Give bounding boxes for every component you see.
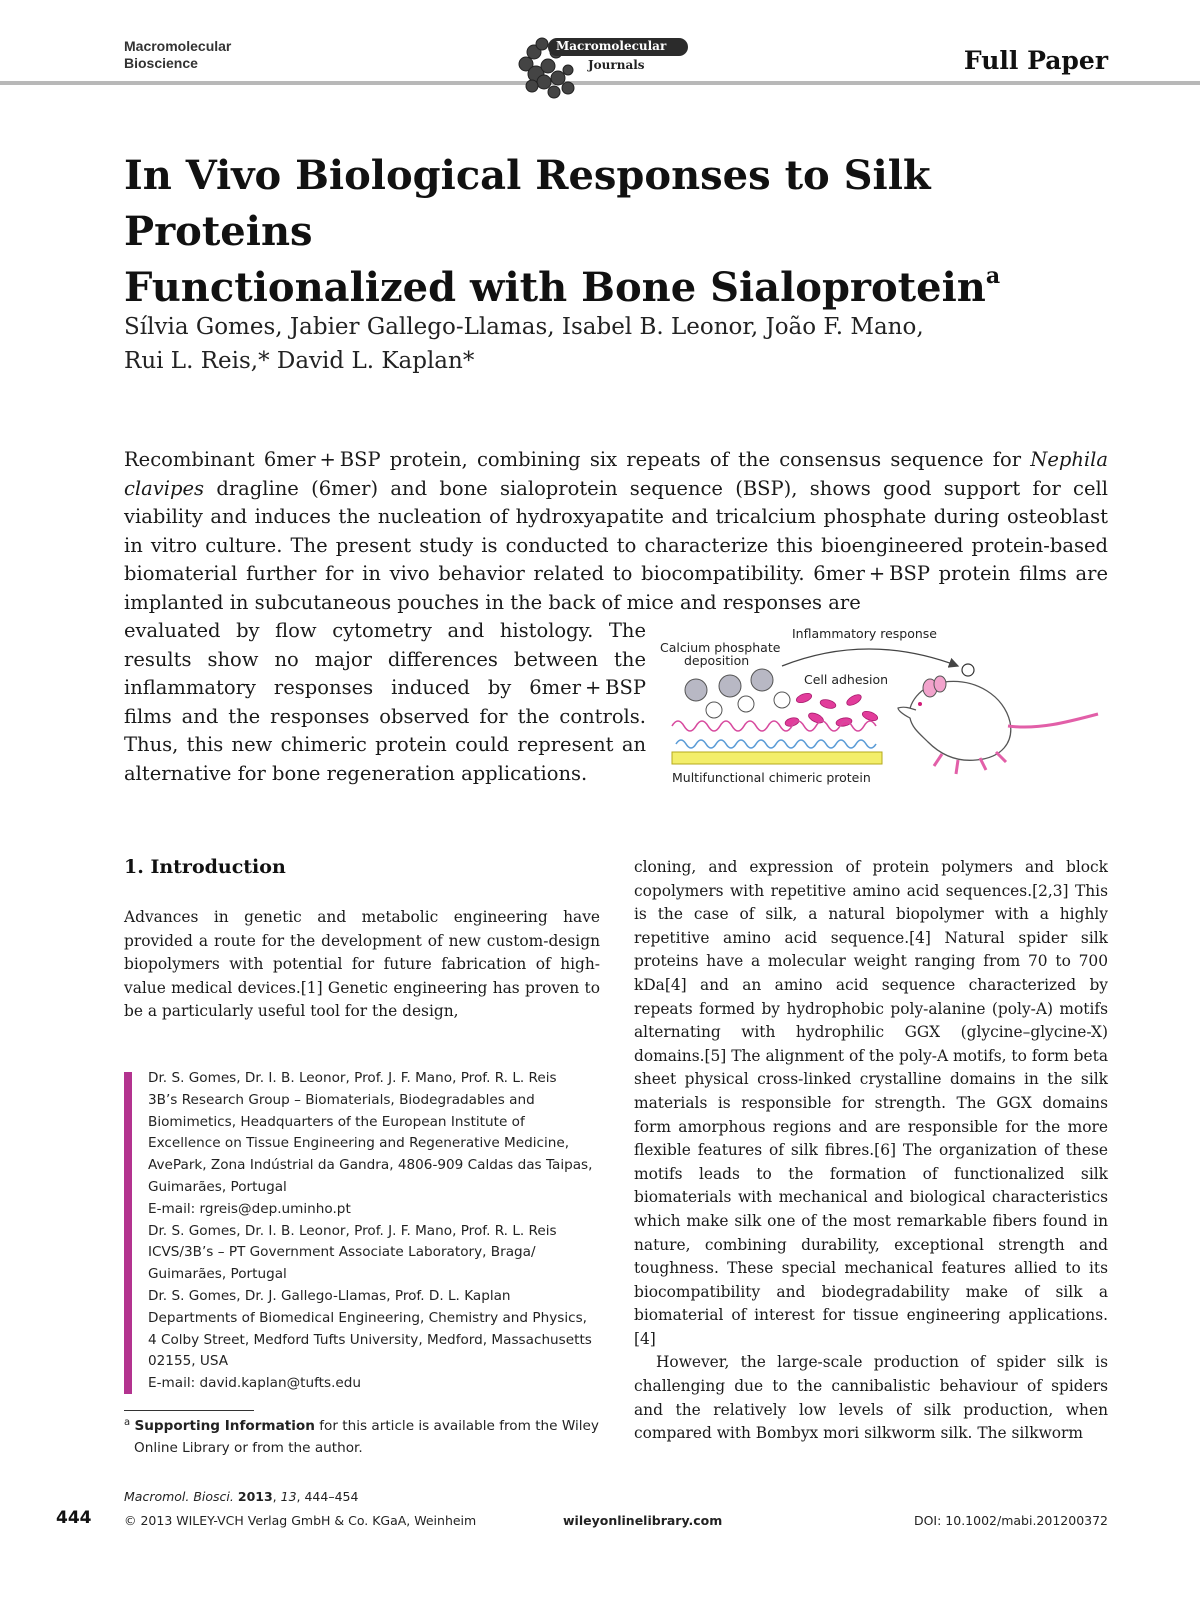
affiliation-line: Dr. S. Gomes, Dr. I. B. Leonor, Prof. J. F. Mano, Prof. R. L. Reis xyxy=(148,1070,557,1086)
citation-year: 2013 xyxy=(237,1489,273,1504)
abstract-text: evaluated by flow cytometry and histology. The xyxy=(124,619,646,642)
abstract-text: results show no major differences between the xyxy=(124,647,646,671)
author-affiliations xyxy=(148,1068,608,1395)
footnote-text: for this article is available from the Wiley xyxy=(314,1418,599,1434)
adherent-cells xyxy=(784,692,879,728)
authors-line1: Sílvia Gomes, Jabier Gallego-Llamas, Isabel B. Leonor, João F. Mano, xyxy=(124,314,924,340)
journal-name xyxy=(124,38,231,72)
email-link[interactable]: E-mail: rgreis@dep.uminho.pt xyxy=(148,1200,351,1217)
affiliation-line: Guimarães, Portugal xyxy=(148,1178,287,1195)
journal-name-line2: Bioscience xyxy=(124,55,198,71)
affiliation-line: Dr. S. Gomes, Dr. J. Gallego-Llamas, Prof. D. L. Kaplan xyxy=(148,1287,511,1304)
logo-text-line2: Journals xyxy=(588,58,645,72)
section-label: Full Paper xyxy=(963,46,1108,75)
silk-protein-domains xyxy=(676,740,876,748)
footnote-bold: Supporting Information xyxy=(134,1418,315,1434)
mouse-illustration xyxy=(898,664,1098,774)
citation-pages: , 444–454 xyxy=(296,1489,359,1504)
affiliation-line: Excellence on Tissue Engineering and Regenerative Medicine, xyxy=(148,1135,570,1152)
affiliation-line: 3B’s Research Group – Biomaterials, Biodegradables and xyxy=(148,1091,535,1108)
logo-text-line1: Macromolecular xyxy=(556,39,667,53)
author-list xyxy=(124,310,1084,378)
body-column-left xyxy=(124,906,600,1024)
abstract-text: osteoblast in vitro culture. The present study is conducted to characterize this bioengineered xyxy=(124,505,1108,557)
footnote-mark: a xyxy=(124,1417,131,1428)
footnote-rule xyxy=(124,1410,254,1411)
body-column-right xyxy=(634,856,1108,1446)
email-link[interactable]: E-mail: david.kaplan@tufts.edu xyxy=(148,1375,361,1392)
abstract-text: dragline (6mer) and bone sialoprotein sequence (BSP), shows good support for cell xyxy=(204,476,1108,500)
affiliation-line: 02155, USA xyxy=(148,1353,229,1370)
abstract-text: viability and induces the nucleation of hydroxyapatite and tricalcium phosphate during xyxy=(124,505,1000,529)
intro-paragraph-right-1: cloning, and expression of protein polymers and block copolymers with repetitive amino acid sequences.[2,3] This is the case of silk, a natural biopolymer with a highly repetitive amino acid sequence.[4] Natural spider silk proteins have a molecular weight ranging from 70 to 700 kDa[4] and an amino acid sequence characterized by repeats formed by hydrophobic poly-alanine (poly-A) motifs alternating with hydrophilic GGX (glycine–glycine-X) domains.[5] The alignment of the poly-A motifs, to form beta sheet physical cross-linked crystalline domains in the silk materials is responsible for strength. The GGX domains form amorphous regions and are responsible for the more flexible features of silk fibres.[6] The organization of these motifs leads to the formation of functionalized silk biomaterials with mechanical and biological characteristics which make silk one of the most remarkable fibers found in nature, combining durability, exceptional strength and toughness. These special mechanical features allied to its biocompatibility and biodegradability make of silk a biomaterial of interest for tissue engineering applications.[4] xyxy=(634,858,1108,1348)
journal-name-line1: Macromolecular xyxy=(124,38,232,54)
label-cell-adhesion: Cell adhesion xyxy=(804,672,889,687)
article-title xyxy=(124,148,1104,316)
intro-paragraph-right-2: However, the large-scale production of spider silk is challenging due to the cannibalistic behaviour of spiders and the relatively low levels of silk production, when compared with Bombyx mori silkworm silk. The silkworm xyxy=(634,1353,1108,1443)
label-multifunctional-protein: Multifunctional chimeric protein xyxy=(672,770,871,785)
doi-link[interactable]: DOI: 10.1002/mabi.201200372 xyxy=(913,1513,1108,1528)
abstract-text: an alternative for bone regeneration applications. xyxy=(124,733,646,785)
abstract-text: Thus, this new chimeric protein could represent xyxy=(124,733,614,757)
abstract-species-italic-2: clavipes xyxy=(124,476,205,500)
abstract-full-width xyxy=(124,446,1108,618)
abstract-text: films and the responses observed for the controls. xyxy=(124,704,646,728)
affiliation-accent-bar xyxy=(124,1072,132,1394)
title-line1: In Vivo Biological Responses to Silk Proteins xyxy=(124,152,931,255)
title-line2 xyxy=(124,260,1104,316)
footnote xyxy=(124,1416,604,1460)
affiliation-line: Biomimetics, Headquarters of the European Institute of xyxy=(148,1113,525,1130)
title-line2-text: Functionalized with Bone Sialoprotein xyxy=(124,264,986,311)
label-calcium-phosphate: Calcium phosphate xyxy=(660,640,781,655)
graphical-abstract xyxy=(658,622,1110,804)
affiliation-line: AvePark, Zona Indústrial da Gandra, 4806-909 Caldas das Taipas, xyxy=(148,1157,593,1174)
section-heading-introduction: 1. Introduction xyxy=(124,856,286,878)
footnote-text-line2: Online Library or from the author. xyxy=(134,1439,363,1456)
affiliation-line: Departments of Biomedical Engineering, Chemistry and Physics, xyxy=(148,1309,587,1326)
substrate-film xyxy=(672,752,882,764)
intro-paragraph-left: Advances in genetic and metabolic engineering have provided a route for the development of new custom-design biopolymers with potential for future fabrication of high-value medical devices.[1] Genetic engineering has proven to be a particularly useful tool for the design, xyxy=(124,908,600,1021)
title-footnote-mark[interactable]: a xyxy=(985,263,1001,289)
citation-volume: 13 xyxy=(280,1489,297,1504)
label-deposition: deposition xyxy=(684,653,750,668)
abstract-text: Recombinant 6mer + BSP protein, combining six repeats of the consensus sequence for xyxy=(124,448,1031,471)
citation-journal: Macromol. Biosci. xyxy=(124,1489,234,1504)
authors-line2: Rui L. Reis,* David L. Kaplan* xyxy=(124,348,475,374)
abstract-narrow xyxy=(124,617,646,789)
abstract-text: inflammatory responses induced by 6mer + BSP xyxy=(124,676,646,700)
abstract-species-italic: Nephila xyxy=(1030,448,1108,471)
abstract-text: protein-based biomaterial further for in vivo behavior related to biocompatibility. 6mer + BSP xyxy=(124,533,1108,586)
label-inflammatory-response: Inflammatory response xyxy=(792,626,937,641)
affiliation-line: Dr. S. Gomes, Dr. I. B. Leonor, Prof. J. F. Mano, Prof. R. L. Reis xyxy=(148,1222,557,1239)
affiliation-line: Guimarães, Portugal xyxy=(148,1266,287,1283)
calcium-phosphate-particles xyxy=(685,669,790,718)
page-number: 444 xyxy=(56,1508,92,1528)
abstract-text: protein films are implanted in subcutaneous pouches in the back of mice and responses are xyxy=(124,562,1109,614)
affiliation-line: ICVS/3B’s – PT Government Associate Laboratory, Braga/ xyxy=(148,1244,536,1261)
inflammatory-arrow xyxy=(782,649,958,666)
citation: Macromol. Biosci. 2013, 13, 444–454 xyxy=(124,1489,359,1504)
affiliation-line: 4 Colby Street, Medford Tufts University, Medford, Massachusetts xyxy=(148,1331,592,1348)
copyright: © 2013 WILEY-VCH Verlag GmbH & Co. KGaA, Weinheim xyxy=(124,1513,477,1528)
website-link[interactable]: wileyonlinelibrary.com xyxy=(563,1513,723,1528)
